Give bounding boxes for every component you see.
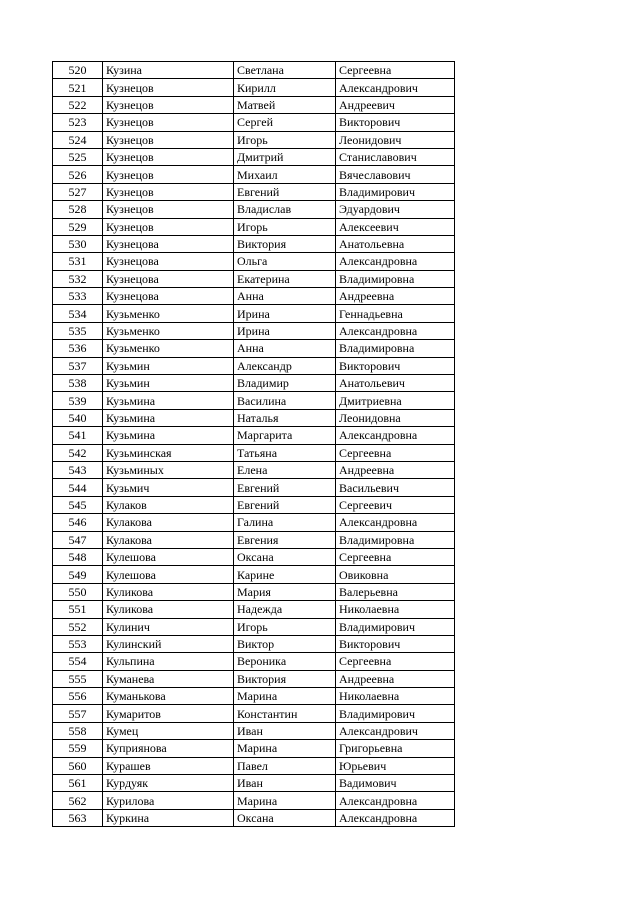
surname-cell: Кулакова — [103, 514, 234, 531]
given-name-cell: Марина — [234, 740, 336, 757]
surname-cell: Кузнецов — [103, 79, 234, 96]
given-name-cell: Игорь — [234, 131, 336, 148]
table-row — [53, 96, 455, 113]
table-row — [53, 218, 455, 235]
table-row — [53, 166, 455, 183]
given-name-cell: Вероника — [234, 653, 336, 670]
patronymic-cell: Сергеевна — [336, 62, 455, 79]
table-row — [53, 670, 455, 687]
surname-cell: Кузнецов — [103, 166, 234, 183]
patronymic-cell: Александровна — [336, 322, 455, 339]
surname-cell: Кулинич — [103, 618, 234, 635]
surname-cell: Кулакова — [103, 531, 234, 548]
patronymic-cell: Александровна — [336, 427, 455, 444]
table-row — [53, 722, 455, 739]
surname-cell: Кузьмин — [103, 375, 234, 392]
row-number-cell: 557 — [53, 705, 103, 722]
surname-cell: Кузнецов — [103, 114, 234, 131]
given-name-cell: Татьяна — [234, 444, 336, 461]
given-name-cell: Оксана — [234, 809, 336, 826]
given-name-cell: Дмитрий — [234, 148, 336, 165]
row-number-cell: 529 — [53, 218, 103, 235]
table-row — [53, 375, 455, 392]
given-name-cell: Василина — [234, 392, 336, 409]
row-number-cell: 549 — [53, 566, 103, 583]
row-number-cell: 551 — [53, 601, 103, 618]
table-row — [53, 288, 455, 305]
given-name-cell: Ирина — [234, 305, 336, 322]
table-row — [53, 392, 455, 409]
surname-cell: Кумаритов — [103, 705, 234, 722]
surname-cell: Кузнецов — [103, 218, 234, 235]
patronymic-cell: Александрович — [336, 79, 455, 96]
given-name-cell: Марина — [234, 792, 336, 809]
given-name-cell: Виктория — [234, 670, 336, 687]
row-number-cell: 555 — [53, 670, 103, 687]
row-number-cell: 554 — [53, 653, 103, 670]
patronymic-cell: Викторович — [336, 635, 455, 652]
patronymic-cell: Сергеевна — [336, 444, 455, 461]
surname-cell: Кузьминых — [103, 461, 234, 478]
patronymic-cell: Станиславович — [336, 148, 455, 165]
row-number-cell: 528 — [53, 201, 103, 218]
surname-cell: Кузнецова — [103, 288, 234, 305]
given-name-cell: Маргарита — [234, 427, 336, 444]
given-name-cell: Матвей — [234, 96, 336, 113]
row-number-cell: 536 — [53, 340, 103, 357]
surname-cell: Куркина — [103, 809, 234, 826]
given-name-cell: Виктор — [234, 635, 336, 652]
given-name-cell: Евгений — [234, 479, 336, 496]
given-name-cell: Сергей — [234, 114, 336, 131]
row-number-cell: 558 — [53, 722, 103, 739]
row-number-cell: 542 — [53, 444, 103, 461]
surname-cell: Кузнецов — [103, 183, 234, 200]
table-row — [53, 548, 455, 565]
row-number-cell: 532 — [53, 270, 103, 287]
row-number-cell: 524 — [53, 131, 103, 148]
patronymic-cell: Владимирович — [336, 705, 455, 722]
given-name-cell: Евгений — [234, 183, 336, 200]
patronymic-cell: Леонидович — [336, 131, 455, 148]
surname-cell: Кузьменко — [103, 340, 234, 357]
table-row — [53, 79, 455, 96]
row-number-cell: 522 — [53, 96, 103, 113]
surname-cell: Курдуяк — [103, 775, 234, 792]
row-number-cell: 553 — [53, 635, 103, 652]
row-number-cell: 544 — [53, 479, 103, 496]
row-number-cell: 547 — [53, 531, 103, 548]
row-number-cell: 550 — [53, 583, 103, 600]
patronymic-cell: Владимировна — [336, 340, 455, 357]
given-name-cell: Светлана — [234, 62, 336, 79]
given-name-cell: Евгений — [234, 496, 336, 513]
table-row — [53, 740, 455, 757]
patronymic-cell: Овиковна — [336, 566, 455, 583]
given-name-cell: Владислав — [234, 201, 336, 218]
given-name-cell: Наталья — [234, 409, 336, 426]
patronymic-cell: Владимирович — [336, 183, 455, 200]
table-row — [53, 62, 455, 79]
patronymic-cell: Викторович — [336, 114, 455, 131]
surname-cell: Кулешова — [103, 548, 234, 565]
given-name-cell: Иван — [234, 722, 336, 739]
patronymic-cell: Владимирович — [336, 618, 455, 635]
table-row — [53, 653, 455, 670]
patronymic-cell: Эдуардович — [336, 201, 455, 218]
patronymic-cell: Андреевна — [336, 288, 455, 305]
given-name-cell: Александр — [234, 357, 336, 374]
given-name-cell: Павел — [234, 757, 336, 774]
table-row — [53, 635, 455, 652]
surname-cell: Куликова — [103, 601, 234, 618]
patronymic-cell: Николаевна — [336, 601, 455, 618]
table-row — [53, 253, 455, 270]
given-name-cell: Мария — [234, 583, 336, 600]
row-number-cell: 526 — [53, 166, 103, 183]
table-row — [53, 601, 455, 618]
row-number-cell: 552 — [53, 618, 103, 635]
patronymic-cell: Леонидовна — [336, 409, 455, 426]
given-name-cell: Михаил — [234, 166, 336, 183]
row-number-cell: 525 — [53, 148, 103, 165]
surname-cell: Кузнецова — [103, 270, 234, 287]
table-row — [53, 688, 455, 705]
table-row — [53, 461, 455, 478]
table-row — [53, 618, 455, 635]
given-name-cell: Евгения — [234, 531, 336, 548]
patronymic-cell: Александровна — [336, 514, 455, 531]
table-row — [53, 444, 455, 461]
patronymic-cell: Александровна — [336, 809, 455, 826]
surname-cell: Кузьмина — [103, 392, 234, 409]
patronymic-cell: Вадимович — [336, 775, 455, 792]
given-name-cell: Карине — [234, 566, 336, 583]
surname-cell: Куликова — [103, 583, 234, 600]
row-number-cell: 559 — [53, 740, 103, 757]
row-number-cell: 535 — [53, 322, 103, 339]
table-row — [53, 809, 455, 826]
patronymic-cell: Сергеевна — [336, 548, 455, 565]
row-number-cell: 530 — [53, 235, 103, 252]
table-row — [53, 235, 455, 252]
patronymic-cell: Владимировна — [336, 531, 455, 548]
row-number-cell: 520 — [53, 62, 103, 79]
given-name-cell: Марина — [234, 688, 336, 705]
patronymic-cell: Юрьевич — [336, 757, 455, 774]
row-number-cell: 548 — [53, 548, 103, 565]
surname-cell: Кузьмина — [103, 427, 234, 444]
patronymic-cell: Александрович — [336, 722, 455, 739]
table-row — [53, 757, 455, 774]
patronymic-cell: Андреевна — [336, 461, 455, 478]
patronymic-cell: Анатольевич — [336, 375, 455, 392]
row-number-cell: 527 — [53, 183, 103, 200]
surname-cell: Кулинский — [103, 635, 234, 652]
row-number-cell: 545 — [53, 496, 103, 513]
given-name-cell: Анна — [234, 340, 336, 357]
given-name-cell: Елена — [234, 461, 336, 478]
table-row — [53, 201, 455, 218]
given-name-cell: Оксана — [234, 548, 336, 565]
given-name-cell: Екатерина — [234, 270, 336, 287]
table-row — [53, 270, 455, 287]
table-row — [53, 705, 455, 722]
table-row — [53, 792, 455, 809]
patronymic-cell: Вячеславович — [336, 166, 455, 183]
row-number-cell: 537 — [53, 357, 103, 374]
table-row — [53, 409, 455, 426]
given-name-cell: Виктория — [234, 235, 336, 252]
row-number-cell: 543 — [53, 461, 103, 478]
surname-cell: Кулаков — [103, 496, 234, 513]
patronymic-cell: Валерьевна — [336, 583, 455, 600]
table-row — [53, 114, 455, 131]
row-number-cell: 539 — [53, 392, 103, 409]
given-name-cell: Анна — [234, 288, 336, 305]
row-number-cell: 562 — [53, 792, 103, 809]
surname-cell: Кузьмин — [103, 357, 234, 374]
row-number-cell: 531 — [53, 253, 103, 270]
row-number-cell: 560 — [53, 757, 103, 774]
surname-cell: Кулешова — [103, 566, 234, 583]
patronymic-cell: Владимировна — [336, 270, 455, 287]
patronymic-cell: Алексеевич — [336, 218, 455, 235]
patronymic-cell: Григорьевна — [336, 740, 455, 757]
row-number-cell: 563 — [53, 809, 103, 826]
surname-cell: Кузнецов — [103, 201, 234, 218]
row-number-cell: 521 — [53, 79, 103, 96]
table-row — [53, 427, 455, 444]
name-list-table — [52, 61, 455, 827]
patronymic-cell: Андреевич — [336, 96, 455, 113]
given-name-cell: Ольга — [234, 253, 336, 270]
surname-cell: Курашев — [103, 757, 234, 774]
patronymic-cell: Сергеевич — [336, 496, 455, 513]
table-row — [53, 583, 455, 600]
table-row — [53, 479, 455, 496]
given-name-cell: Надежда — [234, 601, 336, 618]
patronymic-cell: Николаевна — [336, 688, 455, 705]
given-name-cell: Кирилл — [234, 79, 336, 96]
table-row — [53, 148, 455, 165]
given-name-cell: Иван — [234, 775, 336, 792]
table-row — [53, 496, 455, 513]
surname-cell: Кумец — [103, 722, 234, 739]
table-row — [53, 322, 455, 339]
given-name-cell: Галина — [234, 514, 336, 531]
patronymic-cell: Васильевич — [336, 479, 455, 496]
surname-cell: Кузнецов — [103, 131, 234, 148]
patronymic-cell: Анатольевна — [336, 235, 455, 252]
patronymic-cell: Александровна — [336, 792, 455, 809]
surname-cell: Куманькова — [103, 688, 234, 705]
row-number-cell: 546 — [53, 514, 103, 531]
surname-cell: Куприянова — [103, 740, 234, 757]
row-number-cell: 523 — [53, 114, 103, 131]
surname-cell: Кузнецов — [103, 148, 234, 165]
name-list-body — [53, 62, 455, 827]
surname-cell: Кузнецова — [103, 253, 234, 270]
surname-cell: Кузнецова — [103, 235, 234, 252]
surname-cell: Кузьминская — [103, 444, 234, 461]
row-number-cell: 533 — [53, 288, 103, 305]
table-row — [53, 566, 455, 583]
surname-cell: Кузнецов — [103, 96, 234, 113]
patronymic-cell: Андреевна — [336, 670, 455, 687]
given-name-cell: Игорь — [234, 618, 336, 635]
surname-cell: Кульпина — [103, 653, 234, 670]
row-number-cell: 561 — [53, 775, 103, 792]
given-name-cell: Игорь — [234, 218, 336, 235]
patronymic-cell: Александровна — [336, 253, 455, 270]
surname-cell: Кузина — [103, 62, 234, 79]
table-row — [53, 305, 455, 322]
table-row — [53, 340, 455, 357]
surname-cell: Кузьменко — [103, 305, 234, 322]
surname-cell: Кузьмич — [103, 479, 234, 496]
surname-cell: Куманева — [103, 670, 234, 687]
table-row — [53, 183, 455, 200]
surname-cell: Кузьмина — [103, 409, 234, 426]
table-row — [53, 131, 455, 148]
row-number-cell: 541 — [53, 427, 103, 444]
given-name-cell: Ирина — [234, 322, 336, 339]
surname-cell: Кузьменко — [103, 322, 234, 339]
table-row — [53, 514, 455, 531]
table-row — [53, 775, 455, 792]
patronymic-cell: Сергеевна — [336, 653, 455, 670]
row-number-cell: 540 — [53, 409, 103, 426]
row-number-cell: 534 — [53, 305, 103, 322]
row-number-cell: 538 — [53, 375, 103, 392]
given-name-cell: Владимир — [234, 375, 336, 392]
patronymic-cell: Дмитриевна — [336, 392, 455, 409]
table-row — [53, 357, 455, 374]
patronymic-cell: Геннадьевна — [336, 305, 455, 322]
patronymic-cell: Викторович — [336, 357, 455, 374]
row-number-cell: 556 — [53, 688, 103, 705]
table-row — [53, 531, 455, 548]
given-name-cell: Константин — [234, 705, 336, 722]
surname-cell: Курилова — [103, 792, 234, 809]
